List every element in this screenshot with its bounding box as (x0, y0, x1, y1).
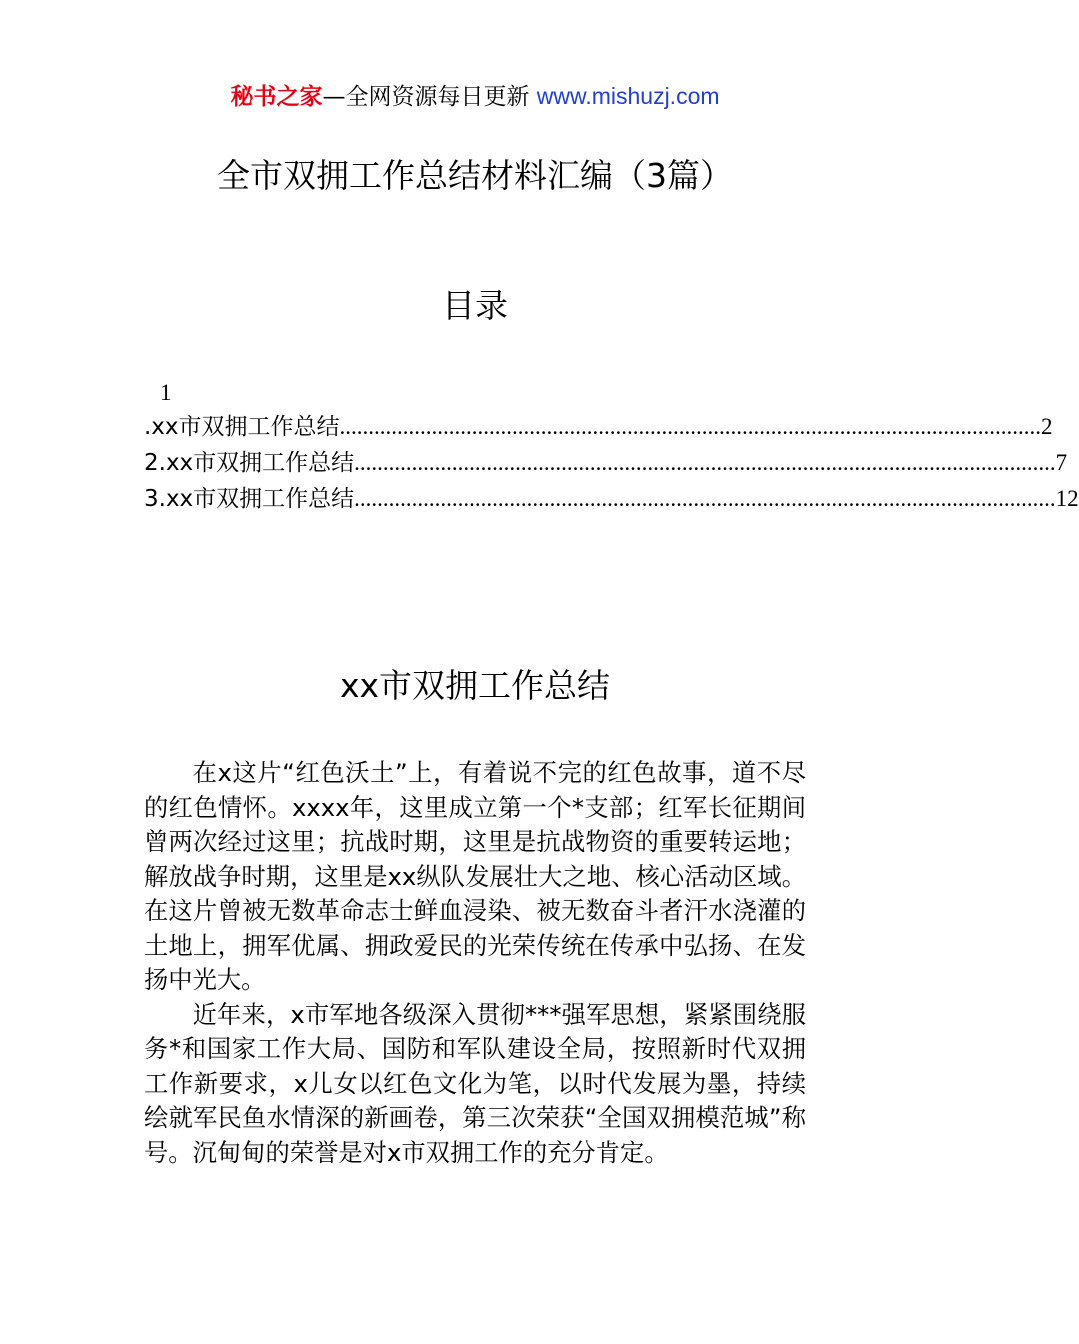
brand-name: 秘书之家 (230, 84, 323, 110)
toc-entry-page: 2 (1041, 414, 1053, 439)
section-body (144, 756, 806, 1170)
toc-entry-label: .xx市双拥工作总结 (144, 414, 340, 440)
site-header (0, 80, 950, 113)
toc-entry[interactable] (144, 446, 1068, 480)
toc-entry[interactable] (144, 410, 1053, 444)
toc-leader-dots: .......................................................................................................................... (339, 414, 1042, 439)
toc-entry-label: 3.xx市双拥工作总结 (144, 486, 355, 512)
toc-entry[interactable] (144, 482, 1079, 516)
toc-heading: 目录 (442, 286, 508, 325)
body-paragraph: 近年来，x市军地各级深入贯彻***强军思想，紧紧围绕服务*和国家工作大局、国防和军队建设全局，按照新时代双拥工作新要求，x儿女以红色文化为笔，以时代发展为墨，持续绘就军民鱼水情深的新画卷，第三次荣获“全国双拥模范城”称号。沉甸甸的荣誉是对x市双拥工作的充分肯定。 (144, 999, 806, 1167)
toc-leader-dots: .......................................................................................................................... (354, 450, 1056, 475)
toc-leader-dots: .......................................................................................................................... (354, 486, 1056, 511)
section-title: xx市双拥工作总结 (339, 666, 611, 705)
toc-first-number: 1 (160, 380, 172, 405)
body-paragraph: 在x这片“红色沃土”上，有着说不完的红色故事，道不尽的红色情怀。xxxx年，这里成立第一个*支部；红军长征期间曾两次经过这里；抗战时期，这里是抗战物资的重要转运地；解放战争时期，这里是xx纵队发展壮大之地、核心活动区域。在这片曾被无数革命志士鲜血浸染、被无数奋斗者汗水浇灌的土地上，拥军优属、拥政爱民的光荣传统在传承中弘扬、在发扬中光大。 (144, 758, 806, 994)
header-separator: — (322, 84, 346, 110)
toc-entry-page: 7 (1055, 450, 1068, 475)
site-url-link[interactable]: www.mishuzj.com (536, 83, 720, 109)
toc-entry-label: 2.xx市双拥工作总结 (144, 450, 355, 476)
document-title: 全市双拥工作总结材料汇编（3篇） (217, 156, 733, 195)
header-tagline: 全网资源每日更新 (345, 84, 530, 110)
toc-entry-page: 12 (1055, 486, 1079, 511)
